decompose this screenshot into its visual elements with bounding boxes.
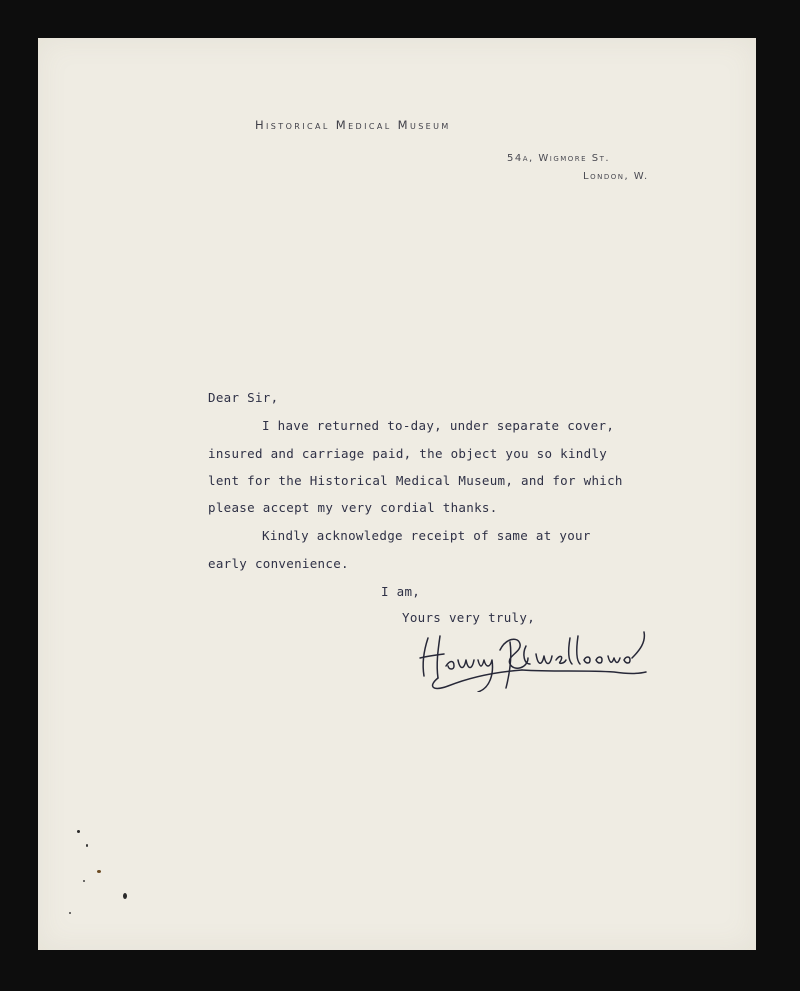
paper-speck <box>97 870 101 873</box>
body-line-6: early convenience. <box>208 556 349 571</box>
address-line-1: 54a, Wigmore St. <box>507 153 611 164</box>
letterhead-title: Historical Medical Museum <box>255 118 451 132</box>
handwritten-signature <box>414 630 650 692</box>
body-line-3: lent for the Historical Medical Museum, and for which <box>208 473 623 488</box>
body-line-2: insured and carriage paid, the object you so kindly <box>208 446 608 461</box>
body-line-1: I have returned to-day, under separate cover, <box>262 418 615 433</box>
body-line-4: please accept my very cordial thanks. <box>208 500 498 515</box>
body-line-5: Kindly acknowledge receipt of same at your <box>262 528 591 543</box>
paper-speck <box>123 893 127 899</box>
address-line-2: London, W. <box>583 171 649 182</box>
paper-speck <box>77 830 80 833</box>
closing-i-am: I am, <box>381 584 421 599</box>
paper-speck <box>69 912 71 914</box>
paper-speck <box>86 844 88 847</box>
paper-speck <box>83 880 85 882</box>
salutation: Dear Sir, <box>208 390 279 405</box>
closing-yours-truly: Yours very truly, <box>402 610 536 625</box>
